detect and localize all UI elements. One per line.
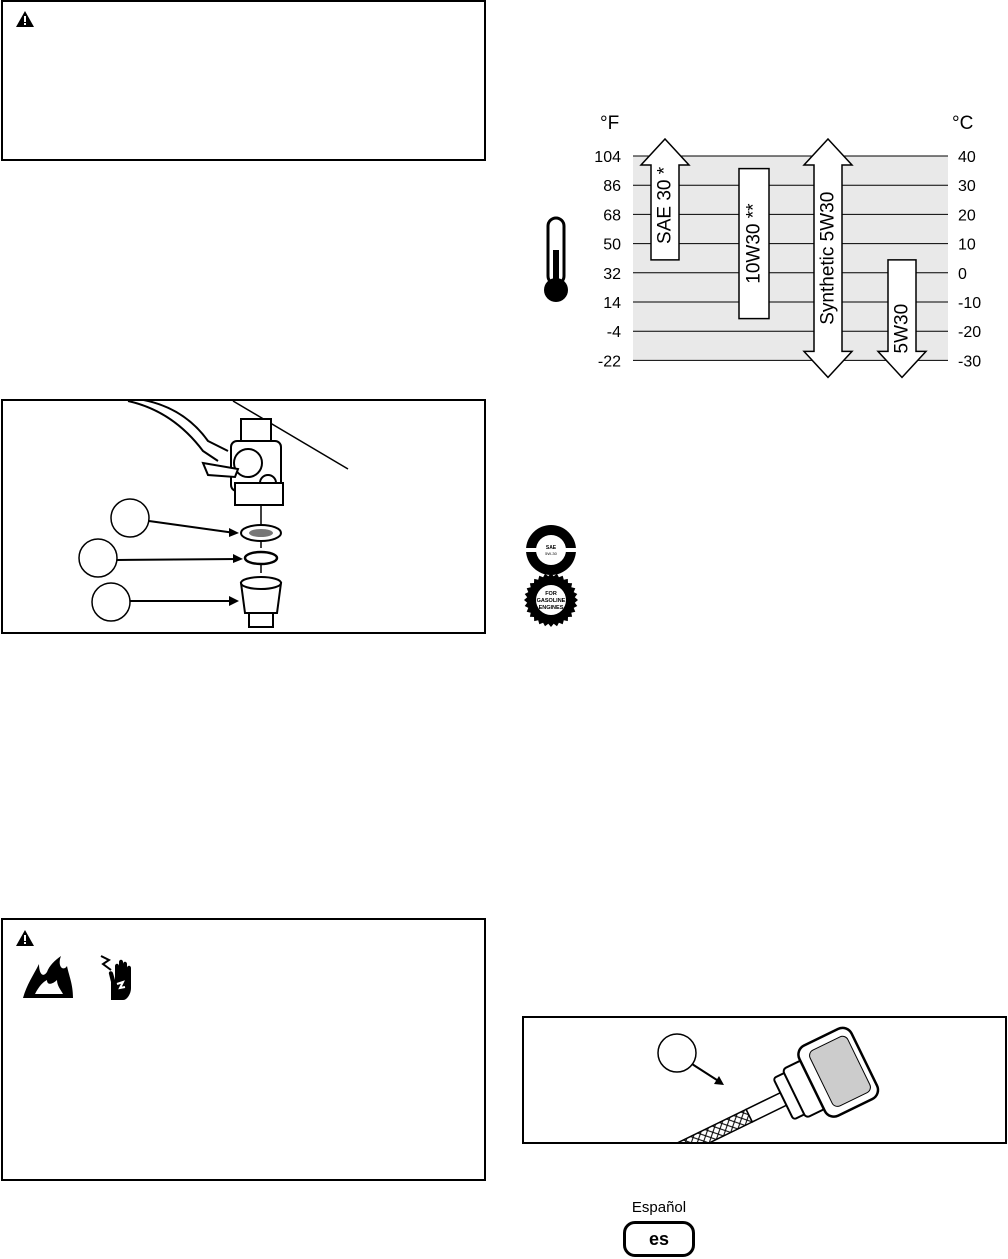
- celsius-tick: 40: [958, 149, 976, 166]
- oil-label-10w30: 10W30 **: [743, 203, 765, 284]
- svg-text:5W-30: 5W-30: [545, 551, 557, 556]
- fuel-valve-illustration: [3, 401, 484, 632]
- language-button[interactable]: es: [623, 1221, 695, 1257]
- svg-text:ENGINES: ENGINES: [538, 605, 564, 611]
- oil-label-synthetic-5w30: Synthetic 5W30: [817, 191, 839, 325]
- fire-icon: [21, 954, 75, 1000]
- fahrenheit-tick: -4: [606, 324, 621, 342]
- fuel-filter-figure: [1, 399, 486, 634]
- language-label: Español: [631, 1199, 687, 1216]
- fahrenheit-tick: 68: [603, 207, 621, 225]
- celsius-tick: -30: [958, 353, 982, 371]
- warning-box-top: [1, 0, 486, 161]
- electric-shock-hand-icon: [97, 954, 141, 1002]
- celsius-tick: 20: [958, 207, 976, 225]
- for-gasoline-engines-seal-icon: [523, 572, 579, 628]
- fahrenheit-label: °F: [600, 113, 620, 134]
- svg-text:SAE: SAE: [545, 545, 557, 551]
- warning-triangle-icon: [15, 929, 35, 947]
- fahrenheit-tick: 104: [594, 149, 621, 166]
- celsius-tick: -20: [958, 324, 982, 342]
- celsius-tick: 10: [958, 236, 976, 254]
- dipstick-illustration: [524, 1018, 1005, 1142]
- fahrenheit-tick: 50: [603, 236, 621, 254]
- svg-text:GASOLINE: GASOLINE: [536, 598, 566, 604]
- warning-box-fire-shock: [1, 918, 486, 1181]
- api-service-seal-icon: [523, 524, 579, 576]
- thermometer-mercury: [553, 250, 559, 290]
- dipstick-figure: [522, 1016, 1007, 1144]
- oil-label-sae30: SAE 30 *: [654, 166, 676, 244]
- fahrenheit-tick: 14: [603, 295, 621, 312]
- celsius-tick: 0: [958, 265, 967, 283]
- fahrenheit-tick: 32: [603, 265, 621, 283]
- oil-label-5w30: 5W30: [891, 303, 913, 354]
- celsius-tick: -10: [958, 295, 982, 312]
- celsius-tick: 30: [958, 178, 976, 196]
- fahrenheit-tick: -22: [597, 353, 621, 371]
- celsius-label: °C: [952, 113, 974, 134]
- oil-viscosity-chart: [530, 100, 1000, 390]
- warning-triangle-icon: [15, 10, 35, 28]
- svg-text:FOR: FOR: [545, 591, 557, 597]
- fahrenheit-tick: 86: [603, 178, 621, 196]
